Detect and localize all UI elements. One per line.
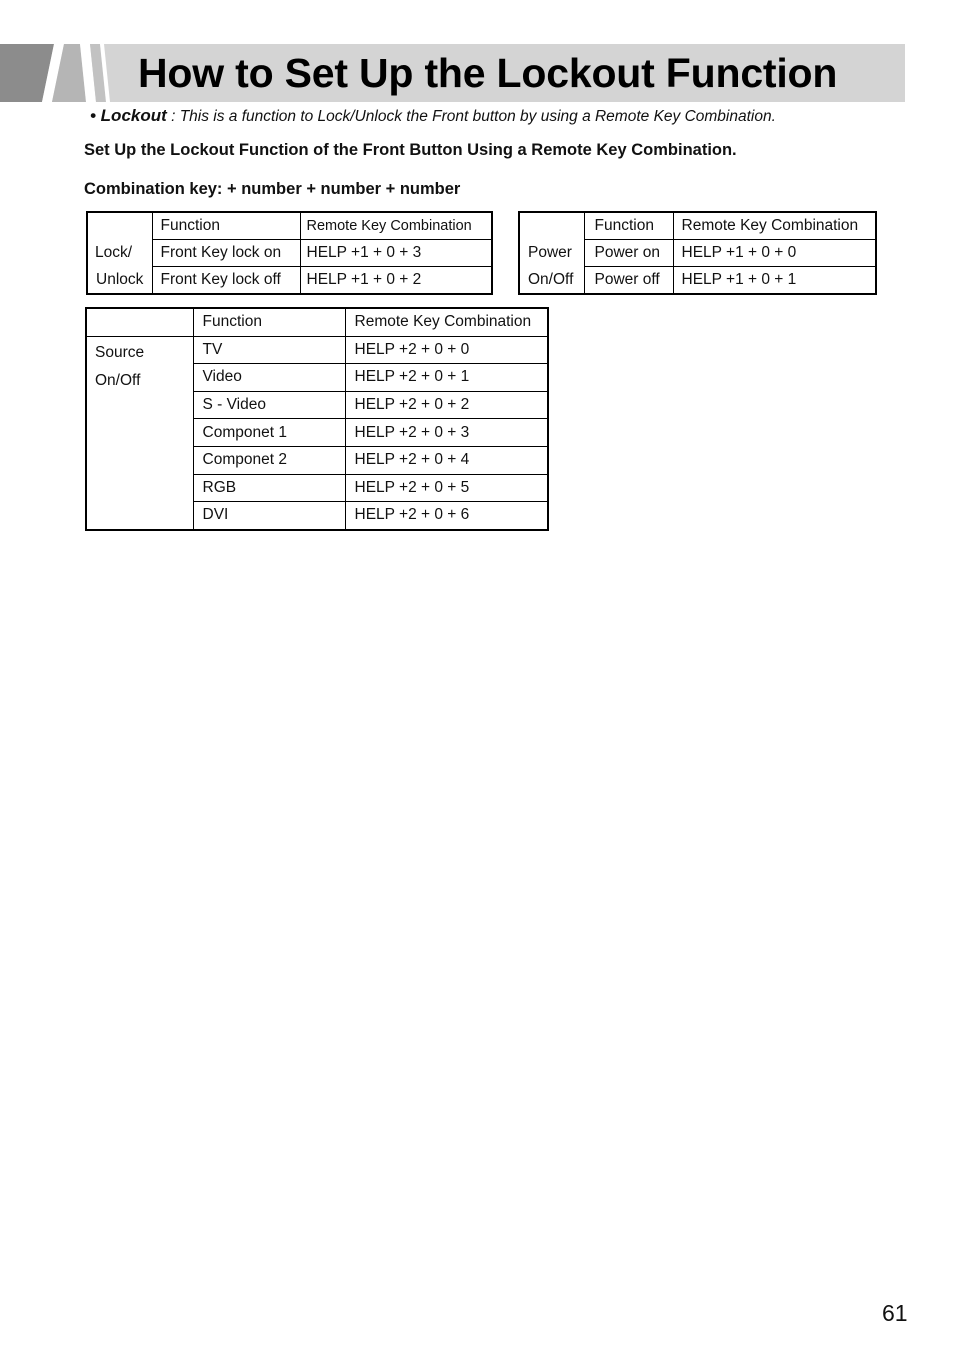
header-remote-key: Remote Key Combination — [345, 308, 548, 336]
function-cell: Front Key lock on — [152, 240, 300, 267]
table-header-row — [86, 308, 548, 336]
function-cell: Video — [193, 364, 345, 392]
table-row — [519, 267, 876, 295]
header-function: Function — [193, 308, 345, 336]
page-number: 61 — [882, 1300, 908, 1326]
header-remote-key: Remote Key Combination — [300, 212, 492, 240]
function-cell: RGB — [193, 474, 345, 502]
combo-cell: HELP +1 + 0 + 1 — [673, 267, 876, 295]
section-heading: Set Up the Lockout Function of the Front Button Using a Remote Key Combination. — [84, 141, 737, 159]
combo-cell: HELP +2 + 0 + 1 — [345, 364, 548, 392]
intro-line — [90, 106, 776, 126]
lock-unlock-table — [86, 211, 493, 295]
group-label-cell — [86, 336, 193, 530]
table-row — [519, 240, 876, 267]
header-function: Function — [584, 212, 673, 240]
intro-text: : This is a function to Lock/Unlock the Front button by using a Remote Key Combination. — [166, 108, 776, 125]
function-cell: Front Key lock off — [152, 267, 300, 295]
group-label: Unlock — [87, 267, 152, 295]
table-row — [87, 267, 492, 295]
combo-cell: HELP +2 + 0 + 2 — [345, 391, 548, 419]
combo-cell: HELP +2 + 0 + 5 — [345, 474, 548, 502]
power-table — [518, 211, 877, 295]
group-label: Source — [95, 343, 145, 361]
page-title: How to Set Up the Lockout Function — [138, 50, 838, 96]
combo-cell: HELP +1 + 0 + 0 — [673, 240, 876, 267]
combo-cell: HELP +2 + 0 + 6 — [345, 502, 548, 530]
intro-term: • Lockout — [90, 106, 167, 125]
table-header-row — [87, 212, 492, 240]
combo-cell: HELP +1 + 0 + 3 — [300, 240, 492, 267]
group-label: On/Off — [519, 267, 584, 295]
combo-cell: HELP +2 + 0 + 3 — [345, 419, 548, 447]
table-header-row — [519, 212, 876, 240]
function-cell: DVI — [193, 502, 345, 530]
empty-header-cell — [86, 308, 193, 336]
combo-cell: HELP +1 + 0 + 2 — [300, 267, 492, 295]
table-row — [86, 336, 548, 364]
function-cell: TV — [193, 336, 345, 364]
combo-cell: HELP +2 + 0 + 4 — [345, 446, 548, 474]
function-cell: Componet 1 — [193, 419, 345, 447]
combo-cell: HELP +2 + 0 + 0 — [345, 336, 548, 364]
empty-header-cell — [519, 212, 584, 240]
group-label: Lock/ — [87, 240, 152, 267]
group-label: On/Off — [95, 371, 141, 389]
function-cell: Power off — [584, 267, 673, 295]
combination-key-heading: Combination key: + number + number + number — [84, 180, 461, 198]
header-function: Function — [152, 212, 300, 240]
table-row — [87, 240, 492, 267]
function-cell: Componet 2 — [193, 446, 345, 474]
header-remote-key: Remote Key Combination — [673, 212, 876, 240]
function-cell: S - Video — [193, 391, 345, 419]
function-cell: Power on — [584, 240, 673, 267]
source-table — [85, 307, 549, 531]
empty-header-cell — [87, 212, 152, 240]
group-label: Power — [519, 240, 584, 267]
